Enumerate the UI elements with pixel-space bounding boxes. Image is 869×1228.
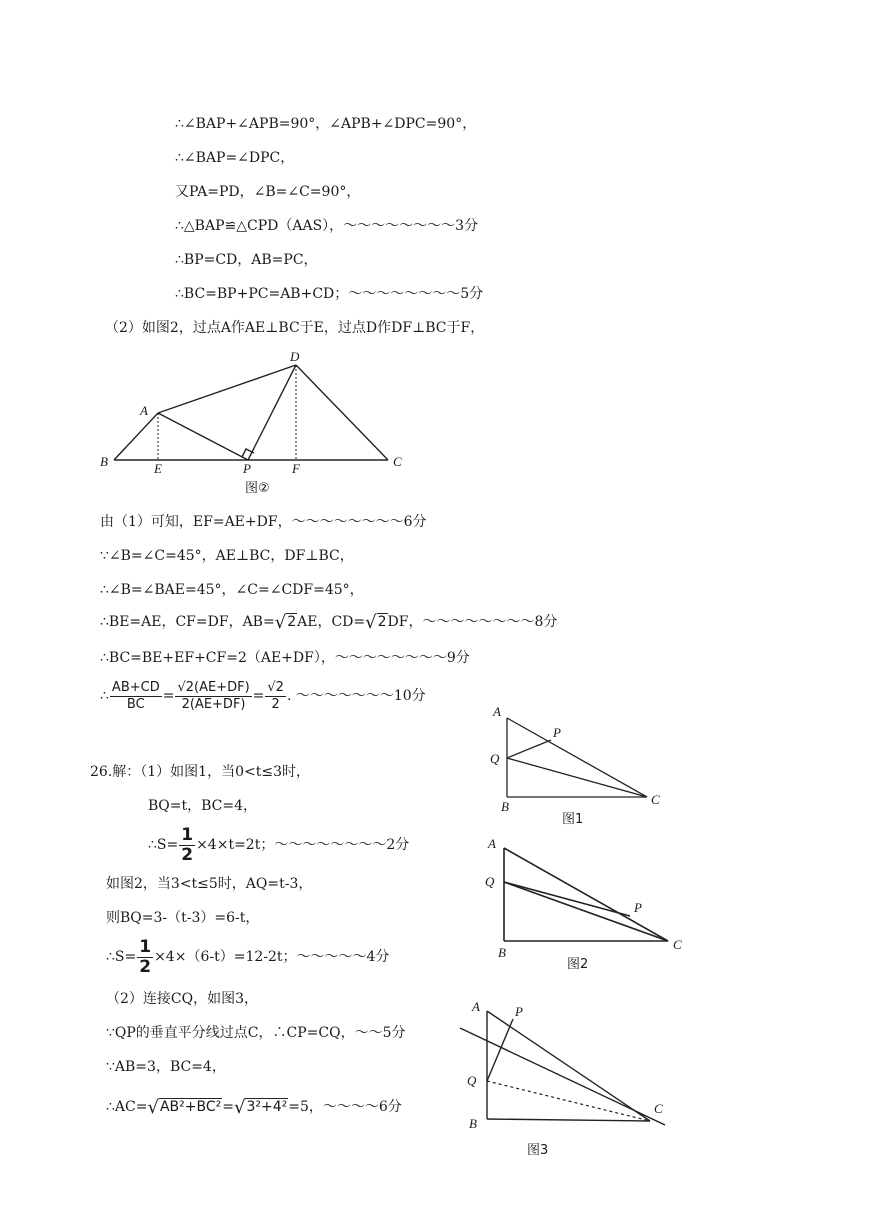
part2-line-2: ∵∠B=∠C=45°，AE⊥BC，DF⊥BC， <box>100 548 354 564</box>
label-e: E <box>154 461 162 476</box>
p26-line-6: ∵QP的垂直平分线过点C，∴CP=CQ，～～5分 <box>106 1025 406 1041</box>
fraction-sqrt2-over-2: $\frac{√2}{2}$ <box>267 679 284 712</box>
fraction-one-half: $\frac{1}{2}$ <box>181 824 194 865</box>
part2-conclusion: ∴ $\frac{AB+CD}{BC}$ = $\frac{√2(AE+DF)}{2(AE+DF)}$ = $\frac{√2}{2}$ . ～～～～～～～10分 <box>100 679 426 712</box>
sqrt-ab2-bc2: √AB²+BC² <box>147 1097 222 1118</box>
text-segment: ∴S= <box>106 949 137 965</box>
segment-ap <box>158 413 248 460</box>
sqrt-2: √2 <box>365 612 387 633</box>
label-d: D <box>290 349 300 364</box>
segment-qc-dashed <box>487 1081 650 1121</box>
label-c: C <box>654 1101 663 1116</box>
text-segment: AE，CD= <box>297 614 366 630</box>
part2-line-5: ∴BC=BE+EF+CF=2（AE+DF），～～～～～～～～9分 <box>100 650 470 666</box>
label-a: A <box>493 704 501 719</box>
label-f: F <box>292 461 300 476</box>
segment-qp <box>507 740 551 758</box>
perpendicular-bisector <box>460 1028 665 1125</box>
sqrt-2: √2 <box>274 612 297 633</box>
proof-line-3: 又PA=PD，∠B=∠C=90°， <box>175 184 361 200</box>
figure-3 <box>455 995 680 1165</box>
text-segment: ∴AC= <box>106 1099 148 1115</box>
p26-part2-intro: （2）连接CQ，如图3， <box>106 991 259 1007</box>
proof-line-1: ∴∠BAP+∠APB=90°，∠APB+∠DPC=90°， <box>175 116 477 132</box>
fraction-one-half: $\frac{1}{2}$ <box>139 936 152 977</box>
figure-1 <box>485 700 685 830</box>
segment-qc <box>504 882 668 941</box>
p26-area-formula-1 <box>148 825 409 865</box>
proof-line-4: ∴△BAP≌△CPD（AAS），～～～～～～～～3分 <box>175 218 479 234</box>
label-p: P <box>553 725 561 740</box>
figure-caption: 图② <box>245 481 270 496</box>
label-a: A <box>140 403 148 418</box>
text-segment: ×4×t=2t；～～～～～～～～2分 <box>196 837 410 853</box>
part2-intro: （2）如图2，过点A作AE⊥BC于E，过点D作DF⊥BC于F， <box>105 320 485 336</box>
label-p: P <box>634 900 642 915</box>
text-segment: = <box>222 1099 234 1115</box>
label-q: Q <box>485 874 495 889</box>
segment-dc <box>296 365 388 460</box>
label-p: P <box>243 461 251 476</box>
figure-caption: 图3 <box>527 1143 549 1158</box>
score-mark: . ～～～～～～～10分 <box>286 688 426 704</box>
text-segment: ×4×（6-t）=12-2t；～～～～～4分 <box>154 949 390 965</box>
label-p: P <box>515 1004 523 1019</box>
label-c: C <box>651 792 660 807</box>
p26-line-3: 如图2，当3<t≤5时，AQ=t-3， <box>106 876 313 892</box>
fraction-sqrt2-sum: $\frac{√2(AE+DF)}{2(AE+DF)}$ <box>177 679 250 712</box>
text-segment: DF，～～～～～～～～8分 <box>387 614 558 630</box>
segment-bc <box>487 1119 650 1121</box>
label-q: Q <box>490 751 500 766</box>
label-c: C <box>393 454 402 469</box>
figure-caption: 图2 <box>567 957 589 972</box>
part2-line-4 <box>100 613 557 632</box>
text-segment: ∴BE=AE，CF=DF，AB= <box>100 614 275 630</box>
segment-qp <box>504 882 630 916</box>
sqrt-3sq-4sq: √3²+4² <box>233 1097 288 1118</box>
figure-2 <box>480 830 700 975</box>
label-b: B <box>100 454 108 469</box>
segment-ba <box>114 413 158 460</box>
segment-qc <box>507 758 647 797</box>
label-c: C <box>673 937 682 952</box>
segment-qp <box>487 1019 513 1081</box>
label-b: B <box>498 945 506 960</box>
figure-2-circled <box>90 345 420 500</box>
p26-line-7: ∵AB=3，BC=4， <box>106 1059 226 1075</box>
therefore-symbol: ∴ <box>100 688 109 704</box>
proof-line-2: ∴∠BAP=∠DPC， <box>175 150 295 166</box>
problem-26-heading: 26.解：（1）如图1，当0<t≤3时， <box>90 764 310 780</box>
label-a: A <box>488 836 496 851</box>
segment-ac <box>507 718 647 797</box>
part2-line-1: 由（1）可知，EF=AE+DF，～～～～～～～～6分 <box>100 514 427 530</box>
part2-line-3: ∴∠B=∠BAE=45°，∠C=∠CDF=45°， <box>100 582 364 598</box>
label-q: Q <box>467 1073 477 1088</box>
label-a: A <box>472 999 480 1014</box>
label-b: B <box>501 799 509 814</box>
label-b: B <box>469 1116 477 1131</box>
figure-caption: 图1 <box>562 812 584 827</box>
text-segment: =5，～～～～6分 <box>288 1099 402 1115</box>
segment-ac <box>504 848 668 941</box>
fraction-ab-cd-over-bc: $\frac{AB+CD}{BC}$ <box>111 679 160 712</box>
proof-line-6: ∴BC=BP+PC=AB+CD；～～～～～～～～5分 <box>175 286 484 302</box>
p26-line-4: 则BQ=3-（t-3）=6-t， <box>106 910 260 926</box>
p26-area-formula-2 <box>106 937 389 977</box>
p26-line-1: BQ=t，BC=4， <box>148 798 258 814</box>
p26-ac-formula <box>106 1092 402 1123</box>
segment-ac <box>487 1011 650 1121</box>
proof-line-5: ∴BP=CD，AB=PC， <box>175 252 318 268</box>
text-segment: ∴S= <box>148 837 179 853</box>
